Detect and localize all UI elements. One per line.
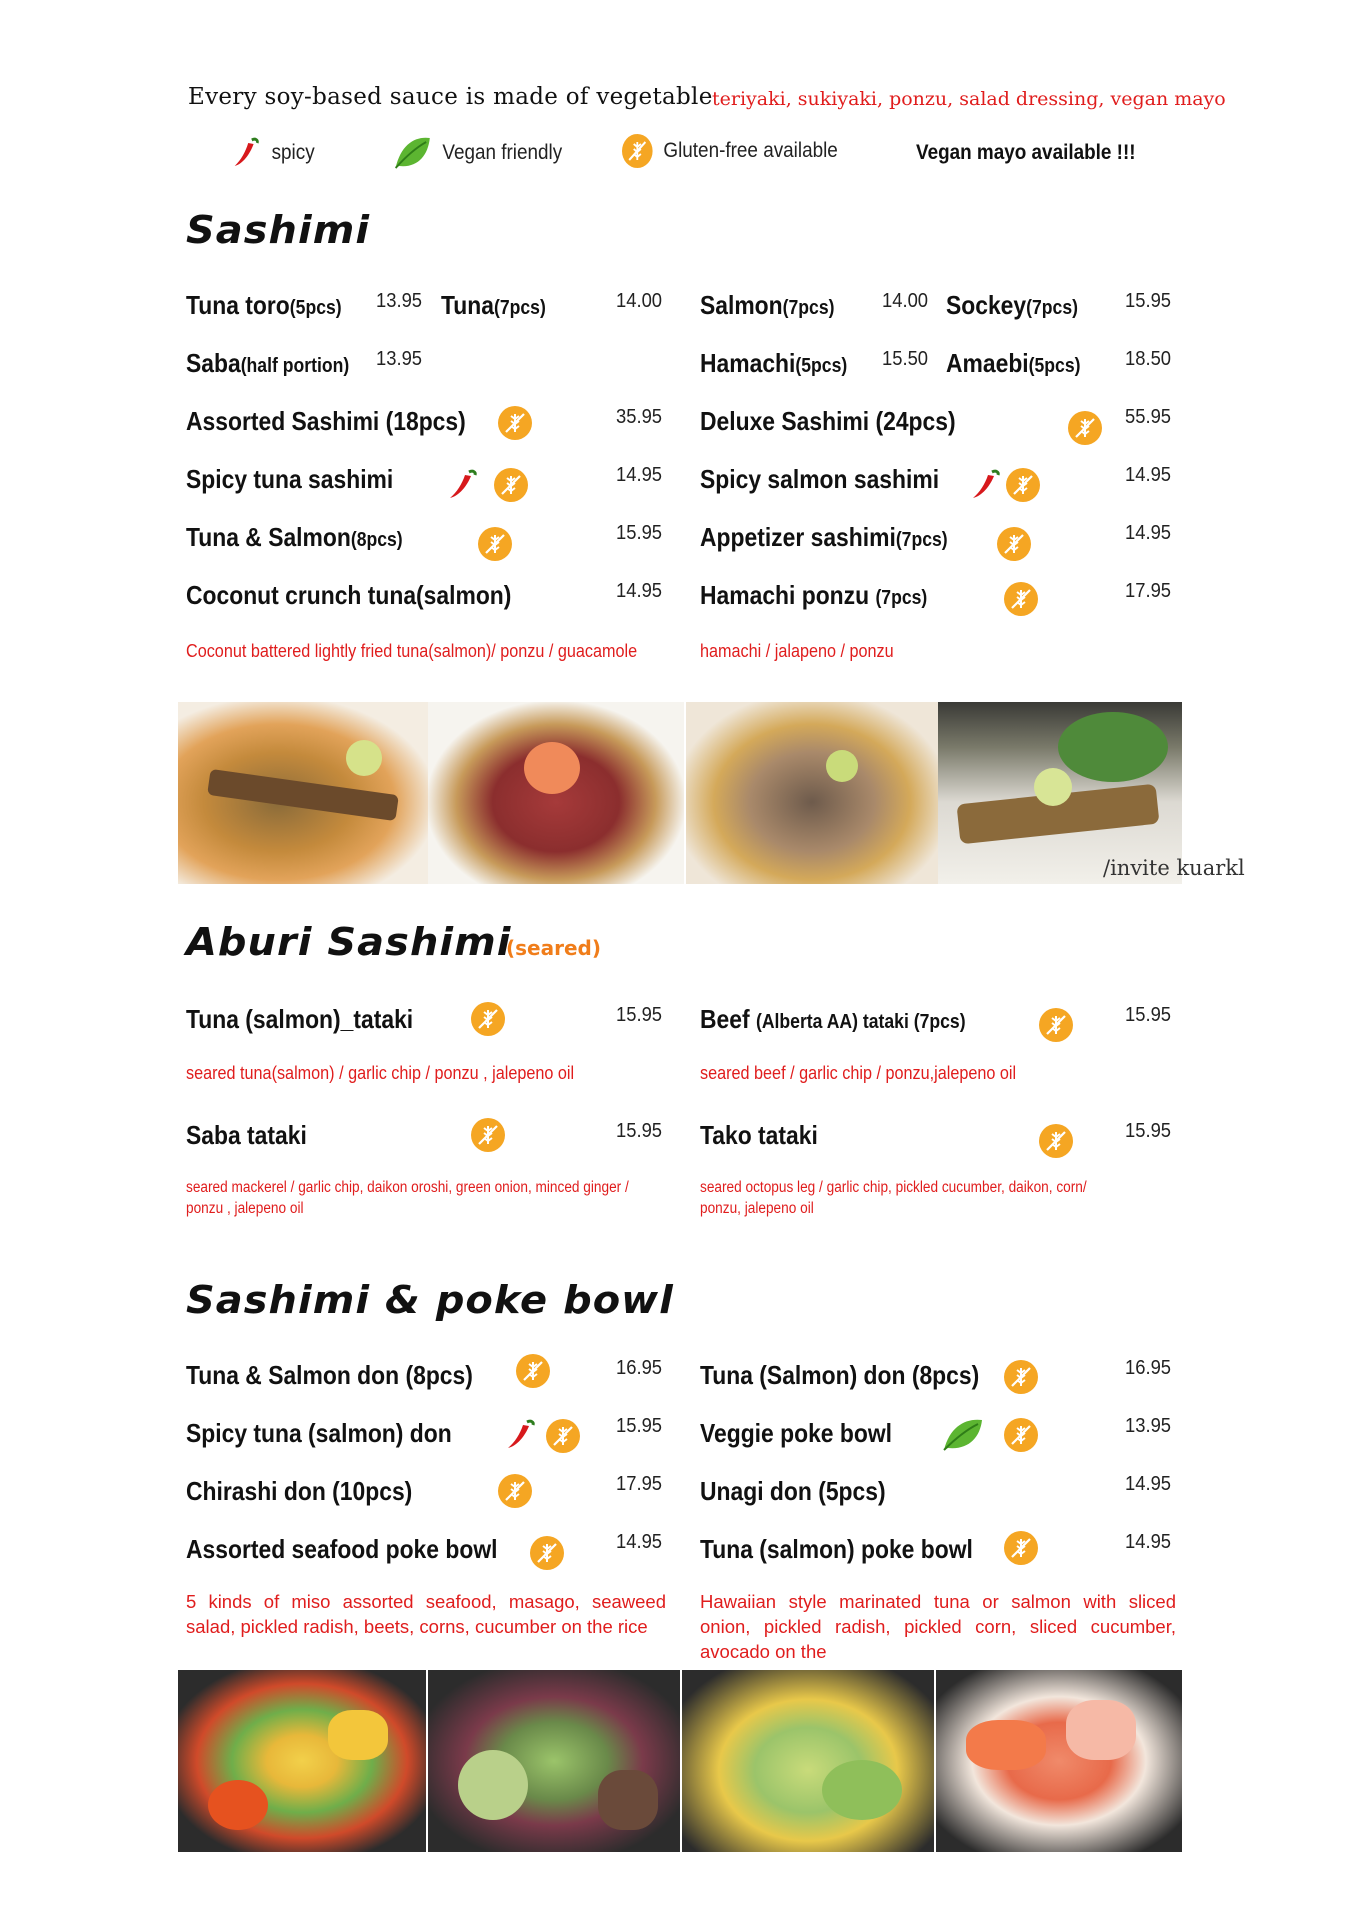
item-sockey: Sockey(7pcs) xyxy=(946,290,1078,320)
dish-photo xyxy=(178,1670,426,1852)
price-appetizer-sashimi: 14.95 xyxy=(1125,522,1172,544)
price-deluxe-sashimi: 55.95 xyxy=(1125,406,1172,428)
price-salmon: 14.00 xyxy=(882,290,929,312)
price-seafood-poke: 14.95 xyxy=(616,1531,663,1553)
price-coconut-crunch: 14.95 xyxy=(616,580,663,602)
leaf-icon xyxy=(392,134,432,172)
gluten-free-icon xyxy=(622,134,653,168)
dish-photo xyxy=(686,702,938,884)
item-seafood-poke: Assorted seafood poke bowl xyxy=(186,1534,498,1564)
price-tako-tataki: 15.95 xyxy=(1125,1120,1172,1142)
price-saba-tataki: 15.95 xyxy=(616,1120,663,1142)
dish-photo xyxy=(428,702,684,884)
item-tuna-salmon-don: Tuna & Salmon don (8pcs) xyxy=(186,1360,473,1390)
price-spicy-tuna-don: 15.95 xyxy=(616,1415,663,1437)
section-title-aburi: Aburi Sashimi xyxy=(186,920,512,964)
sauce-list: teriyaki, sukiyaki, ponzu, salad dressing, vegan mayo xyxy=(712,88,1226,110)
desc-tako-tataki: seared octopus leg / garlic chip, pickled cucumber, daikon, corn/ ponzu, jalepeno oil xyxy=(700,1179,1087,1217)
gluten-free-icon xyxy=(1039,1008,1073,1042)
price-sockey: 15.95 xyxy=(1125,290,1172,312)
item-saba-tataki: Saba tataki xyxy=(186,1120,307,1150)
price-saba: 13.95 xyxy=(376,348,423,370)
gluten-free-icon xyxy=(471,1118,505,1152)
price-tuna-salmon-don: 16.95 xyxy=(616,1357,663,1379)
price-tuna-don: 16.95 xyxy=(1125,1357,1172,1379)
price-tuna-toro: 13.95 xyxy=(376,290,423,312)
gluten-free-icon xyxy=(1004,1360,1038,1394)
price-tuna-tataki: 15.95 xyxy=(616,1004,663,1026)
price-amaebi: 18.50 xyxy=(1125,348,1172,370)
legend-vegan xyxy=(392,134,562,172)
section-title-poke: Sashimi & poke bowl xyxy=(186,1278,674,1322)
item-appetizer-sashimi: Appetizer sashimi(7pcs) xyxy=(700,522,948,552)
desc-beef-tataki: seared beef / garlic chip / ponzu,jalepeno oil xyxy=(700,1063,1017,1083)
item-tuna-and-salmon: Tuna & Salmon(8pcs) xyxy=(186,522,403,552)
item-unagi-don: Unagi don (5pcs) xyxy=(700,1476,886,1506)
gluten-free-icon xyxy=(478,527,512,561)
item-hamachi-ponzu: Hamachi ponzu (7pcs) xyxy=(700,580,928,610)
gluten-free-icon xyxy=(498,1474,532,1508)
gluten-free-icon xyxy=(1004,1531,1038,1565)
item-tuna: Tuna(7pcs) xyxy=(441,290,546,320)
item-tuna-poke: Tuna (salmon) poke bowl xyxy=(700,1534,973,1564)
gluten-free-icon xyxy=(1039,1124,1073,1158)
item-tuna-tataki: Tuna (salmon)_tataki xyxy=(186,1004,414,1034)
price-beef-tataki: 15.95 xyxy=(1125,1004,1172,1026)
desc-saba-tataki: seared mackerel / garlic chip, daikon oroshi, green onion, minced ginger / ponzu , jalepeno oil xyxy=(186,1179,629,1217)
gluten-free-icon xyxy=(1006,468,1040,502)
price-hamachi-ponzu: 17.95 xyxy=(1125,580,1172,602)
item-coconut-crunch: Coconut crunch tuna(salmon) xyxy=(186,580,512,610)
chili-icon xyxy=(447,468,479,502)
price-tuna-and-salmon: 15.95 xyxy=(616,522,663,544)
chili-icon xyxy=(505,1418,537,1452)
item-tuna-toro: Tuna toro(5pcs) xyxy=(186,290,342,320)
item-veggie-poke: Veggie poke bowl xyxy=(700,1418,892,1448)
dish-photo xyxy=(936,1670,1182,1852)
desc-seafood-poke: 5 kinds of miso assorted seafood, masago, seaweed salad, pickled radish, beets, corns, cucumber on the rice xyxy=(186,1591,666,1637)
item-tako-tataki: Tako tataki xyxy=(700,1120,818,1150)
price-spicy-tuna-sashimi: 14.95 xyxy=(616,464,663,486)
legend-gluten-free xyxy=(622,134,838,168)
gluten-free-icon xyxy=(1004,582,1038,616)
section-subtitle-seared: (seared) xyxy=(506,936,601,960)
desc-coconut-crunch: Coconut battered lightly fried tuna(salmon)/ ponzu / guacamole xyxy=(186,641,638,661)
item-deluxe-sashimi: Deluxe Sashimi (24pcs) xyxy=(700,406,956,436)
legend-spicy-label: spicy xyxy=(271,141,315,164)
legend-vegan-label: Vegan friendly xyxy=(442,141,563,164)
legend-spicy xyxy=(232,136,315,170)
photo-watermark: /invite kuarkl xyxy=(1103,856,1245,880)
item-hamachi: Hamachi(5pcs) xyxy=(700,348,848,378)
price-tuna: 14.00 xyxy=(616,290,663,312)
vegan-mayo-note: Vegan mayo available !!! xyxy=(916,141,1136,164)
item-amaebi: Amaebi(5pcs) xyxy=(946,348,1081,378)
section-aburi-header xyxy=(186,920,601,964)
gluten-free-icon xyxy=(546,1419,580,1453)
price-veggie-poke: 13.95 xyxy=(1125,1415,1172,1437)
item-spicy-tuna-don: Spicy tuna (salmon) don xyxy=(186,1418,452,1448)
item-saba: Saba(half portion) xyxy=(186,348,350,378)
price-unagi-don: 14.95 xyxy=(1125,1473,1172,1495)
soy-note: Every soy-based sauce is made of vegetable xyxy=(188,84,713,110)
gluten-free-icon xyxy=(498,406,532,440)
item-chirashi-don: Chirashi don (10pcs) xyxy=(186,1476,413,1506)
legend-gluten-free-label: Gluten-free available xyxy=(663,139,838,162)
dish-photo xyxy=(178,702,428,884)
gluten-free-icon xyxy=(1004,1418,1038,1452)
chili-icon xyxy=(232,136,261,170)
price-chirashi-don: 17.95 xyxy=(616,1473,663,1495)
gluten-free-icon xyxy=(471,1002,505,1036)
item-assorted-sashimi: Assorted Sashimi (18pcs) xyxy=(186,406,466,436)
price-assorted-sashimi: 35.95 xyxy=(616,406,663,428)
leaf-icon xyxy=(940,1416,984,1454)
desc-tuna-tataki: seared tuna(salmon) / garlic chip / ponzu , jalepeno oil xyxy=(186,1063,575,1083)
desc-hamachi-ponzu: hamachi / jalapeno / ponzu xyxy=(700,641,894,661)
dish-photo xyxy=(682,1670,934,1852)
dish-photo xyxy=(428,1670,680,1852)
price-hamachi: 15.50 xyxy=(882,348,929,370)
item-beef-tataki: Beef (Alberta AA) tataki (7pcs) xyxy=(700,1004,966,1034)
gluten-free-icon xyxy=(997,527,1031,561)
price-spicy-salmon-sashimi: 14.95 xyxy=(1125,464,1172,486)
section-title-sashimi: Sashimi xyxy=(186,208,371,252)
chili-icon xyxy=(970,468,1002,502)
desc-tuna-poke: Hawaiian style marinated tuna or salmon with sliced onion, pickled radish, pickled corn, sliced cucumber, avocado on the xyxy=(700,1591,1176,1662)
item-tuna-don: Tuna (Salmon) don (8pcs) xyxy=(700,1360,980,1390)
item-spicy-tuna-sashimi: Spicy tuna sashimi xyxy=(186,464,394,494)
gluten-free-icon xyxy=(494,468,528,502)
gluten-free-icon xyxy=(1068,411,1102,445)
item-spicy-salmon-sashimi: Spicy salmon sashimi xyxy=(700,464,940,494)
gluten-free-icon xyxy=(530,1536,564,1570)
item-salmon: Salmon(7pcs) xyxy=(700,290,835,320)
price-tuna-poke: 14.95 xyxy=(1125,1531,1172,1553)
gluten-free-icon xyxy=(516,1354,550,1388)
